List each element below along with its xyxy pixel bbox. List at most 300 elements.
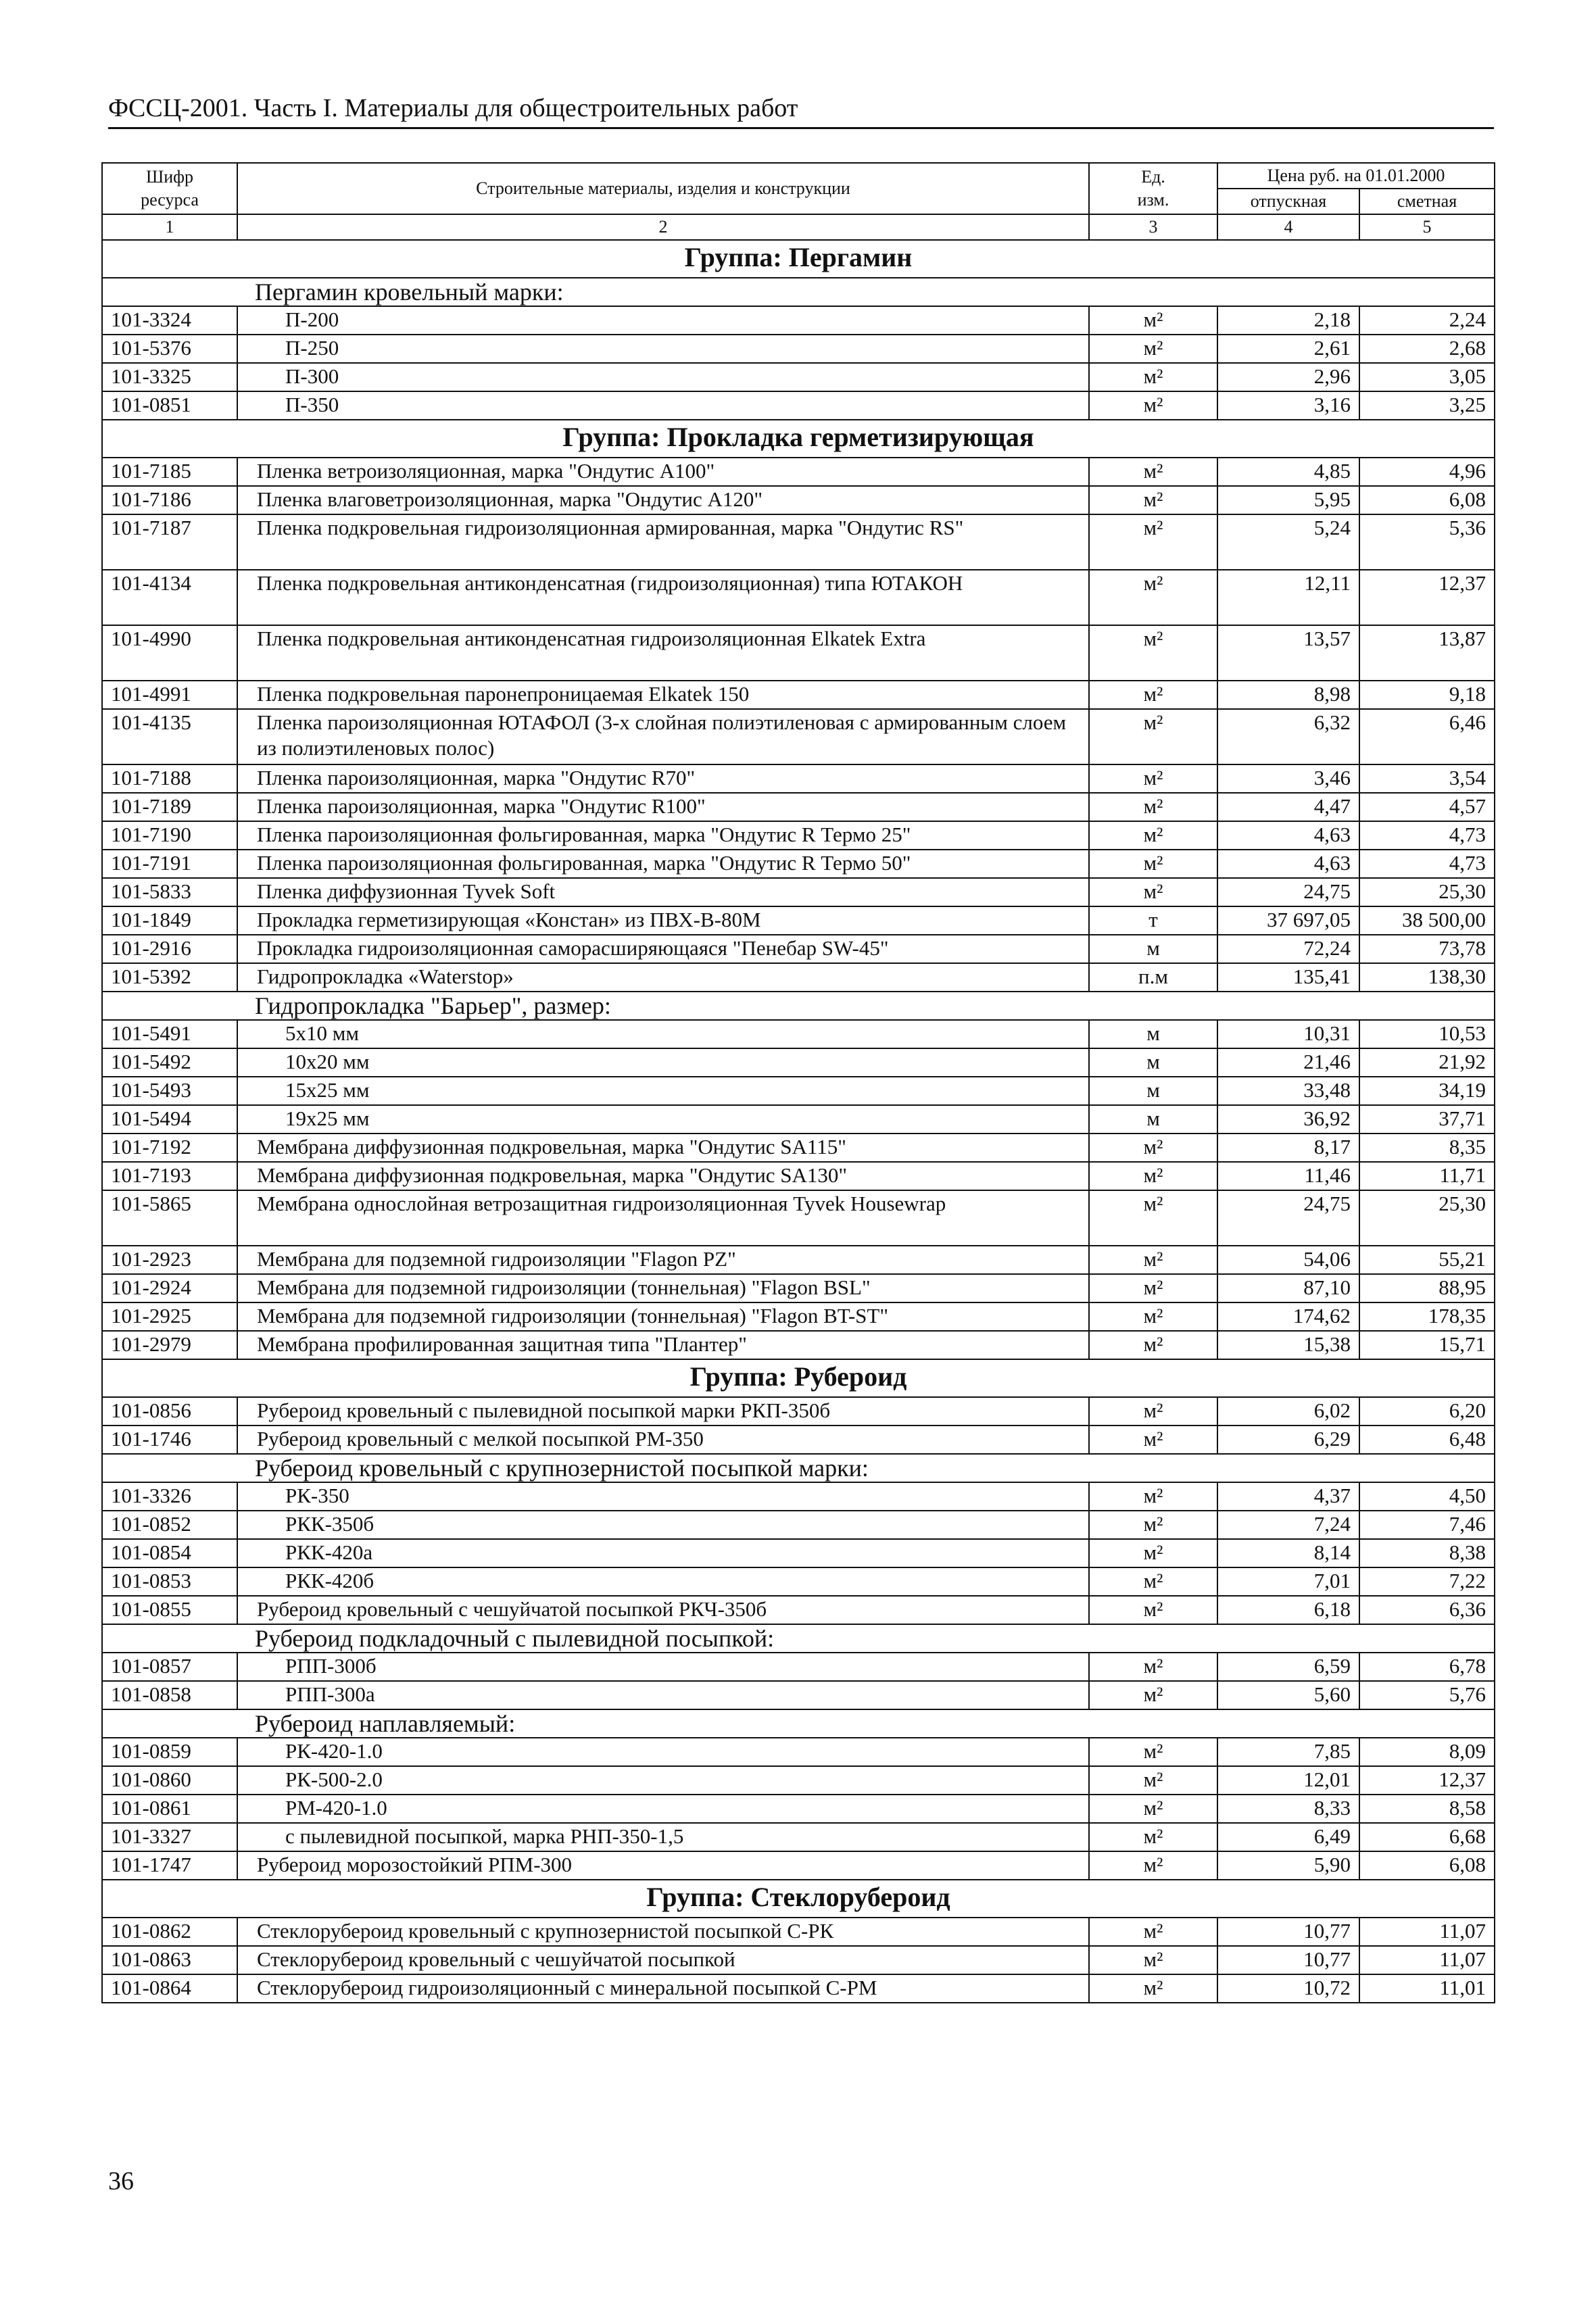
table-row [102,1134,1495,1162]
material-name: Стеклорубероид гидроизоляционный с минеральной посыпкой С-РМ [237,1974,1089,2003]
unit-of-measure: м² [1089,363,1217,391]
estimate-price: 5,36 [1359,514,1495,570]
material-name: Мембрана диффузионная подкровельная, марка "Ондутис SA115" [237,1134,1089,1162]
resource-code: 101-0853 [102,1567,237,1596]
wholesale-price: 7,01 [1217,1567,1359,1596]
unit-of-measure: м [1089,1020,1217,1048]
wholesale-price: 72,24 [1217,935,1359,963]
table-row [102,1105,1495,1134]
wholesale-price: 11,46 [1217,1162,1359,1190]
material-name: РК-420-1.0 [237,1738,1089,1766]
estimate-price: 10,53 [1359,1020,1495,1048]
material-name: Рубероид кровельный с мелкой посыпкой РМ-350 [237,1425,1089,1454]
material-name: Пленка пароизоляционная фольгированная, марка "Ондутис R Термо 25" [237,821,1089,850]
material-name: РК-350 [237,1482,1089,1511]
resource-code: 101-5833 [102,878,237,906]
col-header-name: Строительные материалы, изделия и конструкции [237,163,1089,214]
unit-of-measure: м² [1089,1134,1217,1162]
resource-code: 101-7189 [102,793,237,821]
wholesale-price: 2,18 [1217,306,1359,335]
table-row [102,764,1495,793]
estimate-price: 7,22 [1359,1567,1495,1596]
wholesale-price: 12,11 [1217,570,1359,625]
resource-code: 101-0852 [102,1511,237,1539]
subheading-text: Пергамин кровельный марки: [102,278,1495,306]
table-row [102,878,1495,906]
table-row [102,1766,1495,1795]
group-row [102,420,1495,458]
unit-of-measure: т [1089,906,1217,935]
unit-of-measure: м² [1089,1567,1217,1596]
material-name: РКК-420а [237,1539,1089,1567]
resource-code: 101-3327 [102,1823,237,1851]
resource-code: 101-3324 [102,306,237,335]
estimate-price: 6,20 [1359,1397,1495,1425]
wholesale-price: 87,10 [1217,1274,1359,1302]
material-name: Пленка пароизоляционная ЮТАФОЛ (3-х слойная полиэтиленовая с армированным слоем из полиэтиленовых полос) [237,709,1089,764]
material-name: Пленка ветроизоляционная, марка "Ондутис А100" [237,458,1089,486]
material-name: Пленка подкровельная антиконденсатная (гидроизоляционная) типа ЮТАКОН [237,570,1089,625]
col-header-unit: Ед. изм. [1089,163,1217,214]
estimate-price: 25,30 [1359,1190,1495,1246]
table-row [102,681,1495,709]
subheading-text: Рубероид кровельный с крупнозернистой посыпкой марки: [102,1454,1495,1482]
resource-code: 101-0856 [102,1397,237,1425]
material-name: П-250 [237,335,1089,363]
group-row [102,1880,1495,1918]
wholesale-price: 15,38 [1217,1331,1359,1359]
table-row [102,1511,1495,1539]
material-name: 15х25 мм [237,1077,1089,1105]
col-header-price: Цена руб. на 01.01.2000 [1217,163,1495,189]
unit-of-measure: м² [1089,1946,1217,1974]
material-name: П-350 [237,391,1089,420]
unit-of-measure: м² [1089,1738,1217,1766]
wholesale-price: 135,41 [1217,963,1359,992]
table-row [102,1738,1495,1766]
subheading-text: Рубероид подкладочный с пылевидной посыпкой: [102,1624,1495,1653]
unit-of-measure: м² [1089,570,1217,625]
unit-of-measure: м² [1089,1302,1217,1331]
wholesale-price: 7,24 [1217,1511,1359,1539]
unit-of-measure: м² [1089,1190,1217,1246]
wholesale-price: 24,75 [1217,878,1359,906]
material-name: Стеклорубероид кровельный с чешуйчатой посыпкой [237,1946,1089,1974]
subheading-row [102,278,1495,306]
table-row [102,1653,1495,1681]
table-row [102,1851,1495,1880]
unit-of-measure: м² [1089,1162,1217,1190]
unit-of-measure: м [1089,935,1217,963]
table-row [102,1681,1495,1709]
material-name: 10х20 мм [237,1048,1089,1077]
material-name: РПП-300б [237,1653,1089,1681]
table-row [102,821,1495,850]
estimate-price: 3,25 [1359,391,1495,420]
material-name: Рубероид морозостойкий РПМ-300 [237,1851,1089,1880]
wholesale-price: 54,06 [1217,1246,1359,1274]
material-name: Мембрана профилированная защитная типа "Плантер" [237,1331,1089,1359]
material-name: Пленка пароизоляционная, марка "Ондутис R100" [237,793,1089,821]
unit-of-measure: м² [1089,486,1217,514]
estimate-price: 38 500,00 [1359,906,1495,935]
subheading-text: Гидропрокладка "Барьер", размер: [102,992,1495,1020]
table-row [102,1567,1495,1596]
estimate-price: 2,68 [1359,335,1495,363]
estimate-price: 21,92 [1359,1048,1495,1077]
material-name: Пленка пароизоляционная, марка "Ондутис R70" [237,764,1089,793]
page-header: ФССЦ-2001. Часть I. Материалы для общестроительных работ [108,93,1494,129]
estimate-price: 6,46 [1359,709,1495,764]
material-name: Мембрана однослойная ветрозащитная гидроизоляционная Tyvek Housewrap [237,1190,1089,1246]
resource-code: 101-7187 [102,514,237,570]
wholesale-price: 24,75 [1217,1190,1359,1246]
resource-code: 101-1849 [102,906,237,935]
resource-code: 101-5376 [102,335,237,363]
table-row [102,458,1495,486]
group-title: Группа: Рубероид [102,1359,1495,1397]
estimate-price: 2,24 [1359,306,1495,335]
material-name: Пленка влаговетроизоляционная, марка "Ондутис А120" [237,486,1089,514]
wholesale-price: 37 697,05 [1217,906,1359,935]
wholesale-price: 6,49 [1217,1823,1359,1851]
table-row [102,1539,1495,1567]
table-row [102,1048,1495,1077]
estimate-price: 4,50 [1359,1482,1495,1511]
estimate-price: 8,38 [1359,1539,1495,1567]
wholesale-price: 33,48 [1217,1077,1359,1105]
estimate-price: 34,19 [1359,1077,1495,1105]
wholesale-price: 6,32 [1217,709,1359,764]
table-row [102,1397,1495,1425]
material-name: с пылевидной посыпкой, марка РНП-350-1,5 [237,1823,1089,1851]
material-name: Пленка подкровельная гидроизоляционная армированная, марка "Ондутис RS" [237,514,1089,570]
estimate-price: 138,30 [1359,963,1495,992]
estimate-price: 5,76 [1359,1681,1495,1709]
estimate-price: 178,35 [1359,1302,1495,1331]
wholesale-price: 8,33 [1217,1795,1359,1823]
unit-of-measure: п.м [1089,963,1217,992]
estimate-price: 8,09 [1359,1738,1495,1766]
unit-of-measure: м² [1089,306,1217,335]
materials-table [101,162,1495,2003]
resource-code: 101-4991 [102,681,237,709]
subheading-row [102,992,1495,1020]
unit-of-measure: м² [1089,821,1217,850]
unit-of-measure: м² [1089,391,1217,420]
material-name: РК-500-2.0 [237,1766,1089,1795]
estimate-price: 37,71 [1359,1105,1495,1134]
resource-code: 101-4135 [102,709,237,764]
estimate-price: 6,36 [1359,1596,1495,1624]
resource-code: 101-0855 [102,1596,237,1624]
table-row [102,486,1495,514]
wholesale-price: 36,92 [1217,1105,1359,1134]
resource-code: 101-1746 [102,1425,237,1454]
unit-of-measure: м² [1089,681,1217,709]
resource-code: 101-5865 [102,1190,237,1246]
resource-code: 101-0851 [102,391,237,420]
wholesale-price: 2,61 [1217,335,1359,363]
unit-of-measure: м² [1089,1681,1217,1709]
unit-of-measure: м² [1089,1397,1217,1425]
estimate-price: 11,01 [1359,1974,1495,2003]
unit-of-measure: м² [1089,878,1217,906]
material-name: Рубероид кровельный с пылевидной посыпкой марки РКП-350б [237,1397,1089,1425]
estimate-price: 15,71 [1359,1331,1495,1359]
table-row [102,363,1495,391]
unit-of-measure: м² [1089,764,1217,793]
material-name: Мембрана для подземной гидроизоляции (тоннельная) "Flagon BT-ST" [237,1302,1089,1331]
estimate-price: 11,07 [1359,1946,1495,1974]
estimate-price: 9,18 [1359,681,1495,709]
unit-of-measure: м² [1089,1795,1217,1823]
estimate-price: 12,37 [1359,1766,1495,1795]
table-row [102,935,1495,963]
resource-code: 101-7193 [102,1162,237,1190]
unit-of-measure: м [1089,1077,1217,1105]
wholesale-price: 6,59 [1217,1653,1359,1681]
wholesale-price: 13,57 [1217,625,1359,681]
wholesale-price: 8,17 [1217,1134,1359,1162]
estimate-price: 11,71 [1359,1162,1495,1190]
resource-code: 101-5493 [102,1077,237,1105]
table-row [102,906,1495,935]
wholesale-price: 12,01 [1217,1766,1359,1795]
unit-of-measure: м² [1089,1596,1217,1624]
material-name: П-200 [237,306,1089,335]
estimate-price: 6,08 [1359,486,1495,514]
material-name: 5х10 мм [237,1020,1089,1048]
table-row [102,1020,1495,1048]
material-name: П-300 [237,363,1089,391]
material-name: РМ-420-1.0 [237,1795,1089,1823]
estimate-price: 6,48 [1359,1425,1495,1454]
estimate-price: 73,78 [1359,935,1495,963]
material-name: Стеклорубероид кровельный с крупнозернистой посыпкой С-РК [237,1918,1089,1946]
table-row [102,1946,1495,1974]
resource-code: 101-4134 [102,570,237,625]
table-row [102,1974,1495,2003]
resource-code: 101-7185 [102,458,237,486]
unit-of-measure: м² [1089,1331,1217,1359]
wholesale-price: 5,95 [1217,486,1359,514]
resource-code: 101-2916 [102,935,237,963]
col-header-code: Шифр ресурса [102,163,237,214]
table-row [102,1823,1495,1851]
resource-code: 101-2979 [102,1331,237,1359]
page-number: 36 [108,2167,134,2195]
subheading-row [102,1709,1495,1738]
wholesale-price: 4,63 [1217,821,1359,850]
table-header [102,163,1495,240]
material-name: Гидропрокладка «Waterstop» [237,963,1089,992]
unit-of-measure: м² [1089,709,1217,764]
unit-of-measure: м² [1089,1511,1217,1539]
group-title: Группа: Пергамин [102,240,1495,278]
table-row [102,625,1495,681]
table-row [102,709,1495,764]
wholesale-price: 8,14 [1217,1539,1359,1567]
table-row [102,514,1495,570]
resource-code: 101-4990 [102,625,237,681]
estimate-price: 7,46 [1359,1511,1495,1539]
resource-code: 101-3326 [102,1482,237,1511]
unit-of-measure: м² [1089,625,1217,681]
unit-of-measure: м² [1089,1246,1217,1274]
material-name: Пленка подкровельная паронепроницаемая Elkatek 150 [237,681,1089,709]
unit-of-measure: м² [1089,1425,1217,1454]
unit-of-measure: м² [1089,1482,1217,1511]
wholesale-price: 10,77 [1217,1918,1359,1946]
material-name: Пленка диффузионная Tyvek Soft [237,878,1089,906]
col-number-4: 4 [1217,214,1359,240]
unit-of-measure: м² [1089,850,1217,878]
unit-of-measure: м² [1089,335,1217,363]
wholesale-price: 2,96 [1217,363,1359,391]
table-row [102,1162,1495,1190]
unit-of-measure: м² [1089,1918,1217,1946]
estimate-price: 11,07 [1359,1918,1495,1946]
unit-of-measure: м [1089,1048,1217,1077]
unit-of-measure: м² [1089,793,1217,821]
estimate-price: 3,05 [1359,363,1495,391]
unit-of-measure: м² [1089,1823,1217,1851]
material-name: Пленка пароизоляционная фольгированная, марка "Ондутис R Термо 50" [237,850,1089,878]
wholesale-price: 4,37 [1217,1482,1359,1511]
resource-code: 101-7192 [102,1134,237,1162]
material-name: Мембрана диффузионная подкровельная, марка "Ондутис SA130" [237,1162,1089,1190]
col-number-1: 1 [102,214,237,240]
estimate-price: 6,68 [1359,1823,1495,1851]
group-row [102,1359,1495,1397]
resource-code: 101-1747 [102,1851,237,1880]
group-title: Группа: Стеклорубероид [102,1880,1495,1918]
unit-of-measure: м² [1089,1539,1217,1567]
unit-of-measure: м² [1089,1766,1217,1795]
unit-of-measure: м² [1089,1851,1217,1880]
table-row [102,1425,1495,1454]
resource-code: 101-0864 [102,1974,237,2003]
estimate-price: 8,58 [1359,1795,1495,1823]
resource-code: 101-7186 [102,486,237,514]
wholesale-price: 4,47 [1217,793,1359,821]
resource-code: 101-0862 [102,1918,237,1946]
estimate-price: 6,78 [1359,1653,1495,1681]
wholesale-price: 5,90 [1217,1851,1359,1880]
wholesale-price: 5,24 [1217,514,1359,570]
subheading-row [102,1624,1495,1653]
subheading-text: Рубероид наплавляемый: [102,1709,1495,1738]
table-row [102,1190,1495,1246]
wholesale-price: 6,29 [1217,1425,1359,1454]
table-row [102,1918,1495,1946]
resource-code: 101-5492 [102,1048,237,1077]
table-row [102,1274,1495,1302]
material-name: Прокладка герметизирующая «Констан» из ПВХ-В-80М [237,906,1089,935]
col-header-wholesale: отпускная [1217,189,1359,214]
estimate-price: 8,35 [1359,1134,1495,1162]
resource-code: 101-0861 [102,1795,237,1823]
table-row [102,306,1495,335]
resource-code: 101-3325 [102,363,237,391]
resource-code: 101-2924 [102,1274,237,1302]
unit-of-measure: м² [1089,1653,1217,1681]
estimate-price: 4,73 [1359,850,1495,878]
unit-of-measure: м² [1089,1974,1217,2003]
col-number-3: 3 [1089,214,1217,240]
material-name: РКК-350б [237,1511,1089,1539]
wholesale-price: 21,46 [1217,1048,1359,1077]
unit-of-measure: м² [1089,458,1217,486]
table-body [102,240,1495,2003]
wholesale-price: 8,98 [1217,681,1359,709]
col-header-estimate: сметная [1359,189,1495,214]
estimate-price: 4,96 [1359,458,1495,486]
material-name: Мембрана для подземной гидроизоляции (тоннельная) "Flagon BSL" [237,1274,1089,1302]
wholesale-price: 10,72 [1217,1974,1359,2003]
group-title: Группа: Прокладка герметизирующая [102,420,1495,458]
wholesale-price: 3,46 [1217,764,1359,793]
group-row [102,240,1495,278]
col-number-5: 5 [1359,214,1495,240]
wholesale-price: 3,16 [1217,391,1359,420]
estimate-price: 6,08 [1359,1851,1495,1880]
unit-of-measure: м [1089,1105,1217,1134]
material-name: РПП-300а [237,1681,1089,1709]
resource-code: 101-0857 [102,1653,237,1681]
table-row [102,391,1495,420]
table-row [102,1331,1495,1359]
table-row [102,963,1495,992]
subheading-row [102,1454,1495,1482]
estimate-price: 3,54 [1359,764,1495,793]
estimate-price: 4,73 [1359,821,1495,850]
table-row [102,1077,1495,1105]
table-row [102,1302,1495,1331]
material-name: РКК-420б [237,1567,1089,1596]
table-row [102,1482,1495,1511]
resource-code: 101-0858 [102,1681,237,1709]
resource-code: 101-5392 [102,963,237,992]
table-row [102,1795,1495,1823]
wholesale-price: 4,63 [1217,850,1359,878]
resource-code: 101-7190 [102,821,237,850]
material-name: Прокладка гидроизоляционная саморасширяющаяся "Пенебар SW-45" [237,935,1089,963]
unit-of-measure: м² [1089,514,1217,570]
resource-code: 101-2923 [102,1246,237,1274]
unit-of-measure: м² [1089,1274,1217,1302]
estimate-price: 4,57 [1359,793,1495,821]
wholesale-price: 6,02 [1217,1397,1359,1425]
material-name: Рубероид кровельный с чешуйчатой посыпкой РКЧ-350б [237,1596,1089,1624]
wholesale-price: 7,85 [1217,1738,1359,1766]
material-name: Мембрана для подземной гидроизоляции "Flagon PZ" [237,1246,1089,1274]
table-row [102,1246,1495,1274]
resource-code: 101-5494 [102,1105,237,1134]
resource-code: 101-7188 [102,764,237,793]
col-number-2: 2 [237,214,1089,240]
material-name: Пленка подкровельная антиконденсатная гидроизоляционная Elkatek Extra [237,625,1089,681]
resource-code: 101-0854 [102,1539,237,1567]
table-row [102,1596,1495,1624]
wholesale-price: 10,77 [1217,1946,1359,1974]
estimate-price: 55,21 [1359,1246,1495,1274]
material-name: 19х25 мм [237,1105,1089,1134]
estimate-price: 13,87 [1359,625,1495,681]
table-row [102,570,1495,625]
table-row [102,793,1495,821]
